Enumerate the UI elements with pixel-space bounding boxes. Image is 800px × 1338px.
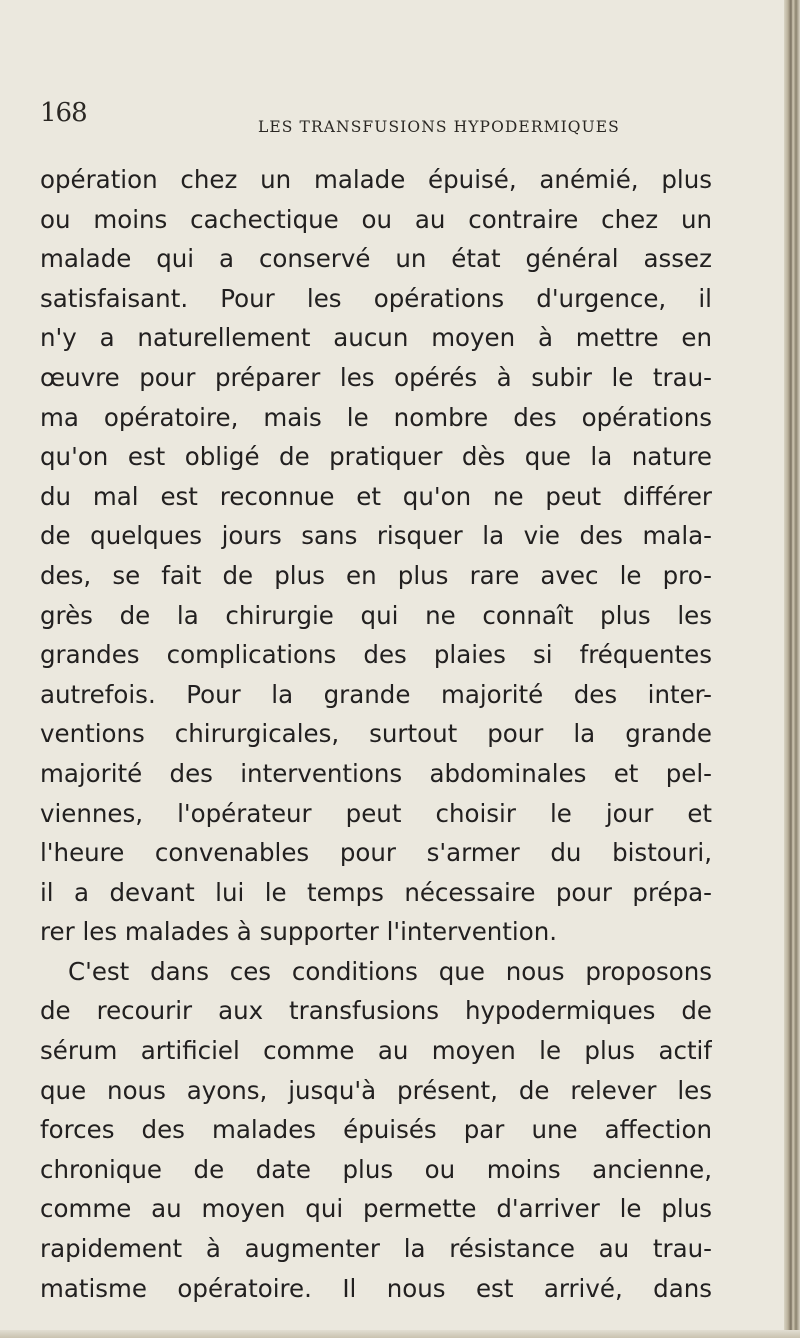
page-number: 168 (40, 98, 87, 128)
text-line: opération chez un malade épuisé, anémié, plus (40, 165, 712, 194)
text-line: des, se fait de plus en plus rare avec le pro- (40, 560, 712, 590)
text-line: grandes complications des plaies si fréquentes (40, 640, 712, 670)
text-line: du mal est reconnue et qu'on ne peut différer (40, 481, 712, 511)
text-line: n'y a naturellement aucun moyen à mettre en (40, 323, 712, 353)
text-line: rer les malades à supporter l'intervention. (40, 917, 558, 947)
text-line: de quelques jours sans risquer la vie des mala- (40, 521, 712, 551)
text-line: œuvre pour préparer les opérés à subir le trau- (40, 362, 712, 392)
text-line: viennes, l'opérateur peut choisir le jour et (40, 798, 712, 828)
text-line: comme au moyen qui permette d'arriver le plus (40, 1194, 712, 1224)
text-line: autrefois. Pour la grande majorité des inter- (40, 679, 712, 709)
text-line: rapidement à augmenter la résistance au trau- (40, 1234, 712, 1264)
text-line: ou moins cachectique ou au contraire chez un (40, 204, 712, 234)
text-line: matisme opératoire. Il nous est arrivé, dans (40, 1273, 712, 1303)
text-line: de recourir aux transfusions hypodermiques de (40, 996, 712, 1026)
text-line: C'est dans ces conditions que nous proposons (68, 956, 712, 986)
running-head (40, 98, 740, 138)
text-line: sérum artificiel comme au moyen le plus actif (40, 1036, 712, 1066)
text-line: il a devant lui le temps nécessaire pour prépa- (40, 877, 712, 907)
text-line: malade qui a conservé un état général assez (40, 244, 712, 274)
text-line: qu'on est obligé de pratiquer dès que la nature (40, 442, 712, 472)
text-line: forces des malades épuisés par une affection (40, 1115, 712, 1145)
text-line: ventions chirurgicales, surtout pour la grande (40, 719, 712, 749)
text-line: l'heure convenables pour s'armer du bistouri, (40, 838, 712, 868)
page-edge (784, 0, 800, 1338)
body-text (40, 160, 712, 1308)
running-title: LES TRANSFUSIONS HYPODERMIQUES (258, 118, 620, 136)
text-line: satisfaisant. Pour les opérations d'urgence, il (40, 283, 712, 313)
page-bottom-edge (0, 1330, 800, 1338)
text-line: chronique de date plus ou moins ancienne, (40, 1154, 712, 1184)
text-line: que nous ayons, jusqu'à présent, de relever les (40, 1075, 712, 1105)
text-line: grès de la chirurgie qui ne connaît plus les (40, 600, 712, 630)
text-line: majorité des interventions abdominales et pel- (40, 758, 712, 788)
text-line: ma opératoire, mais le nombre des opérations (40, 402, 712, 432)
